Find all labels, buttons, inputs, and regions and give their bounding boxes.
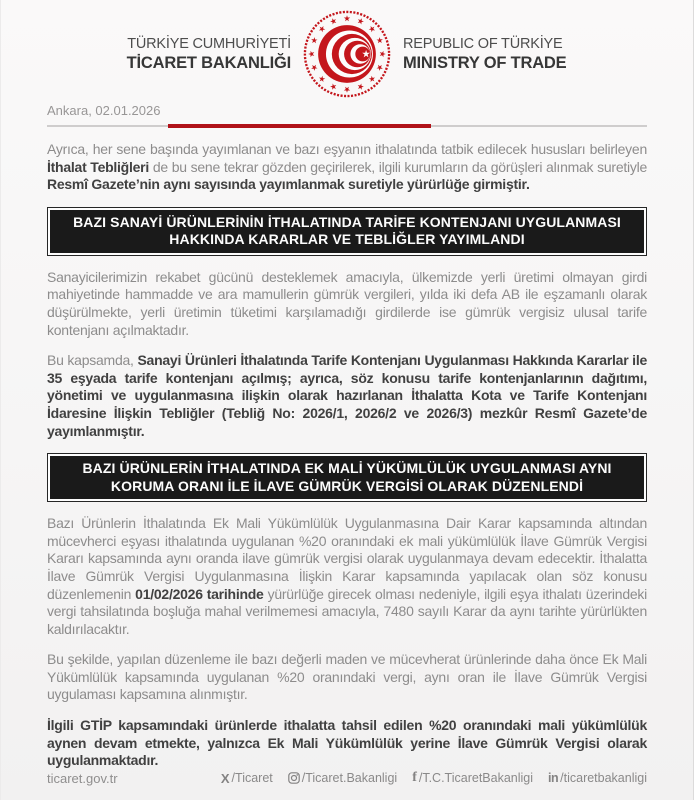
social-handle-instagram [288, 771, 397, 785]
paragraph-fiscal-obligation [47, 515, 647, 638]
paragraph-text-bold: 01/02/2026 tarihinde [135, 585, 264, 602]
ministry-name-en [393, 35, 654, 74]
header-divider [47, 124, 647, 128]
paragraph-text: yürürlüğe girecek olması nedeniyle, ilgili eşya ithalatı üzerindeki vergi tahsilatında boşluğa mahal verilmemesi amacıyla, 7480 sayılı Karar da aynı tarihte yürürlükten kaldırılacaktır. [47, 585, 648, 637]
document-body [47, 103, 647, 770]
ministry-name-en-line1: REPUBLIC OF TÜRKİYE [403, 35, 563, 52]
ministry-name-tr [40, 35, 301, 74]
social-handle-label: /T.C.TicaretBakanligi [418, 771, 534, 785]
ministry-name-tr-line1: TÜRKİYE CUMHURİYETİ [127, 35, 291, 52]
facebook-icon: f [412, 770, 417, 785]
section-banner-title: BAZI SANAYİ ÜRÜNLERİNİN İTHALATINDA TARİFE KONTENJANI UYGULANMASI HAKKINDA KARARLAR VE TEBLİĞLER YAYIMLANDI [50, 210, 644, 253]
divider-red-segment [168, 124, 431, 128]
instagram-icon [288, 772, 300, 784]
paragraph-gtip-summary: İlgili GTİP kapsamındaki ürünlerde ithalatta tahsil edilen %20 oranındaki mali yükümlülük aynen devam etmekte, yalnızca Ek Mali Yükümlülük yerine İlave Gümrük Vergisi olarak uygulanmaktadır. [47, 717, 647, 769]
paragraph-quota-decisions [47, 352, 647, 440]
paragraph-text: Ayrıca, her sene başında yayımlanan ve bazı eşyanın ithalatında tatbik edilecek hususları belirleyen [47, 141, 647, 157]
website-url: ticaret.gov.tr [47, 770, 118, 786]
social-handle-facebook [412, 770, 533, 786]
dateline: Ankara, 02.01.2026 [47, 103, 161, 118]
footer [47, 770, 647, 786]
ministry-name-en-line2: MINISTRY OF TRADE [403, 53, 567, 72]
social-handle-linkedin [548, 771, 647, 785]
social-handle-x [221, 771, 273, 786]
paragraph-precious-metals: Bu şekilde, yapılan düzenleme ile bazı değerli maden ve mücevherat ürünlerinde daha önce Ek Mali Yükümlülük kapsamında uygulanan %20 oranındaki vergi, aynı oran ile İlave Gümrük Vergisi uygulaması kapsamına alınmıştır. [47, 651, 647, 703]
paragraph-text: de bu sene tekrar gözden geçirilerek, ilgili kurumların da görüşleri alınmak suretiyle [149, 158, 648, 175]
social-handles [221, 770, 647, 786]
ministry-name-tr-line2: TİCARET BAKANLIĞI [126, 53, 291, 72]
paragraph-import-communiques [47, 141, 647, 194]
linkedin-icon: in [548, 771, 559, 785]
paragraph-text-bold: Sanayi Ürünleri İthalatında Tarife Kontenjanı Uygulanması Hakkında Kararlar ile 35 eşyada tarife kontenjanı açılmış; ayrıca, söz konusu tarife kontenjanlarının dağıtımı, yönetimi ve uygulanmasına ilişkin olarak hazırlanan İthalatta Kota ve Tarife Kontenjanı İdaresine İlişkin Tebliğler (Tebliğ No: 2026/1, 2026/2 ve 2026/3) mezkûr Resmî Gazete’de yayımlanmıştır. [47, 352, 648, 439]
paragraph-text: Bu kapsamda, [47, 352, 138, 369]
x-icon: X [220, 770, 230, 786]
ministry-of-trade-logo-icon [301, 8, 393, 100]
section-banner-additional-duty [47, 453, 647, 502]
social-handle-label: /Ticaret [231, 771, 273, 785]
paragraph-text-bold: Resmî Gazete’nin aynı sayısında yayımlanmak suretiyle yürürlüğe girmiştir. [47, 176, 530, 193]
social-handle-label: /Ticaret.Bakanligi [301, 771, 398, 785]
section-banner-title: BAZI ÜRÜNLERİN İTHALATINDA EK MALİ YÜKÜMLÜLÜK UYGULANMASI AYNI KORUMA ORANI İLE İLAVE GÜMRÜK VERGİSİ OLARAK DÜZENLENDİ [50, 456, 644, 499]
paragraph-text-bold: İthalat Tebliğleri [47, 158, 150, 175]
section-banner-tariff-quota [47, 207, 647, 256]
paragraph-text: Bazı Ürünlerin İthalatında Ek Mali Yükümlülük Uygulanmasına Dair Karar kapsamında altından mücevherci eşyası ithalatında uygulanan %20 oranındaki ek mali yükümlülük İlave Gümrük Vergisi Kararı kapsamında aynı oranda ilave gümrük vergisi olarak uygulanmaya devam edecektir. İthalatta İlave Gümrük Vergisi Uygulanmasına İlişkin Karar kapsamında yapılacak olan söz konusu düzenlemenin [47, 515, 647, 602]
paragraph-industry-support: Sanayicilerimizin rekabet gücünü desteklemek amacıyla, ülkemizde yerli üretimi olmayan girdi mahiyetinde hammadde ve ara mamullerin gümrük vergileri, yılda iki defa AB ile eşzamanlı olarak düşürülmekte, yerli üretimin tüketimi karşılamadığı girdilerde ise gümrük vergisiz ulusal tarife kontenjanı açılmaktadır. [47, 268, 647, 338]
header [0, 0, 694, 100]
social-handle-label: /ticaretbakanligi [560, 771, 647, 785]
